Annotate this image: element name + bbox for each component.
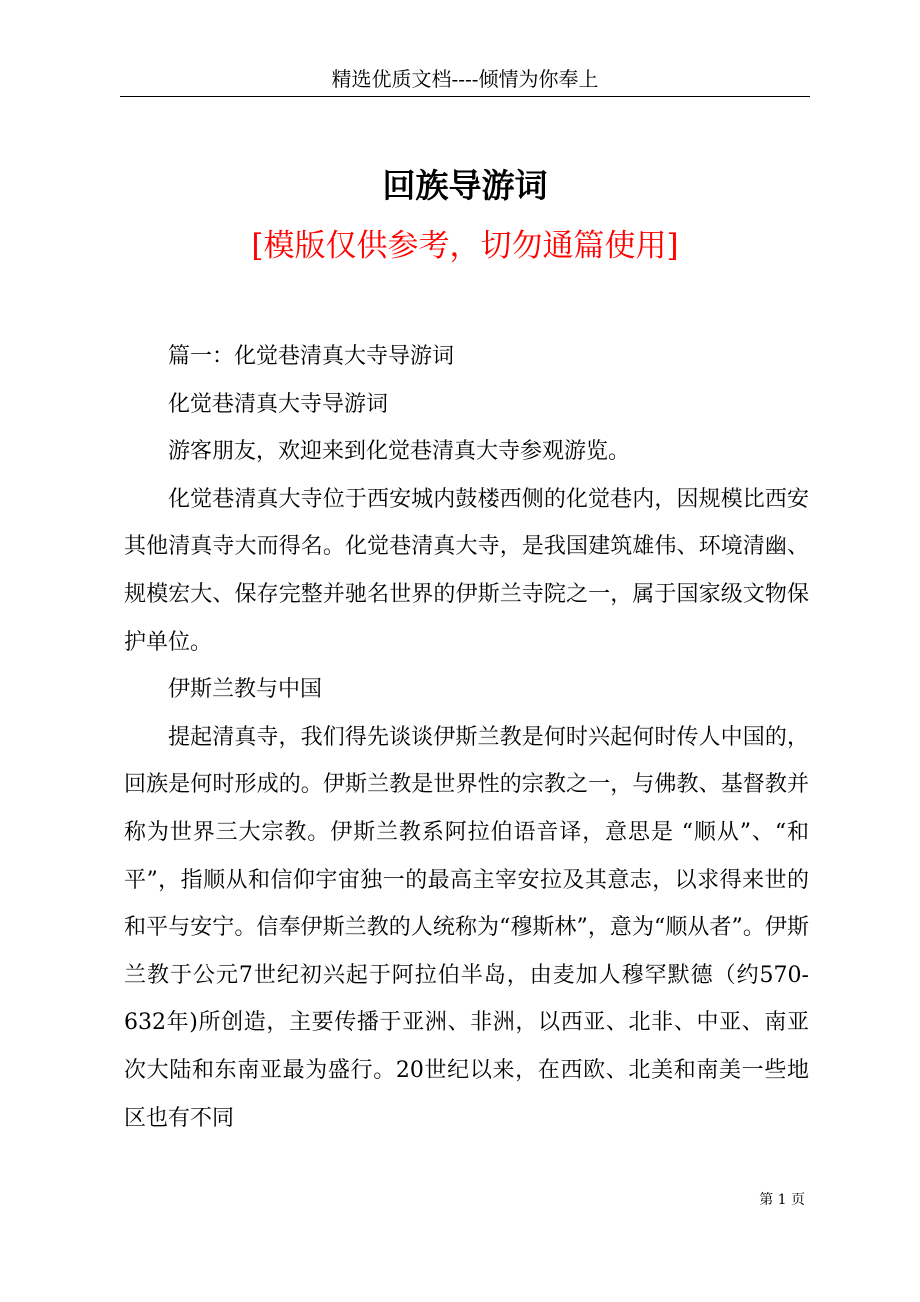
document-body — [124, 333, 809, 1142]
section-heading: 篇一：化觉巷清真大寺导游词 — [168, 344, 455, 369]
article-title: 化觉巷清真大寺导游词 — [168, 391, 389, 417]
header-divider — [120, 96, 810, 97]
template-notice: [模版仅供参考，切勿通篇使用] — [251, 228, 679, 264]
document-title: 回族导游词 — [382, 166, 548, 205]
intro-paragraph: 化觉巷清真大寺位于西安城内鼓楼西侧的化觉巷内，因规模比西安其他清真寺大而得名。化觉巷清真大寺，是我国建筑雄伟、环境清幽、规模宏大、保存完整并驰名世界的伊斯兰寺院之一，属于国家级文物保护单位。 — [124, 486, 809, 655]
document-header: 精选优质文档----倾情为你奉上 — [331, 67, 599, 91]
subsection-heading: 伊斯兰教与中国 — [168, 677, 323, 703]
page-number: 第 1 页 — [759, 1192, 805, 1208]
greeting-paragraph: 游客朋友，欢迎来到化觉巷清真大寺参观游览。 — [168, 439, 631, 465]
history-paragraph: 提起清真寺，我们得先谈谈伊斯兰教是何时兴起何时传人中国的，回族是何时形成的。伊斯兰教是世界性的宗教之一，与佛教、基督教并称为世界三大宗教。伊斯兰教系阿拉伯语音译，意思是 “顺从”、“和平”，指顺从和信仰宇宙独一的最高主宰安拉及其意志，以求得来世的和平与安宁。信奉伊斯兰教的人统称为“穆斯林”，意为“顺从者”。伊斯兰教于公元7世纪初兴起于阿拉伯半岛，由麦加人穆罕默德（约570-632年)所创造，主要传播于亚洲、非洲，以西亚、北非、中亚、南亚次大陆和东南亚最为盛行。20世纪以来，在西欧、北美和南美一些地区也有不同 — [124, 724, 809, 1131]
